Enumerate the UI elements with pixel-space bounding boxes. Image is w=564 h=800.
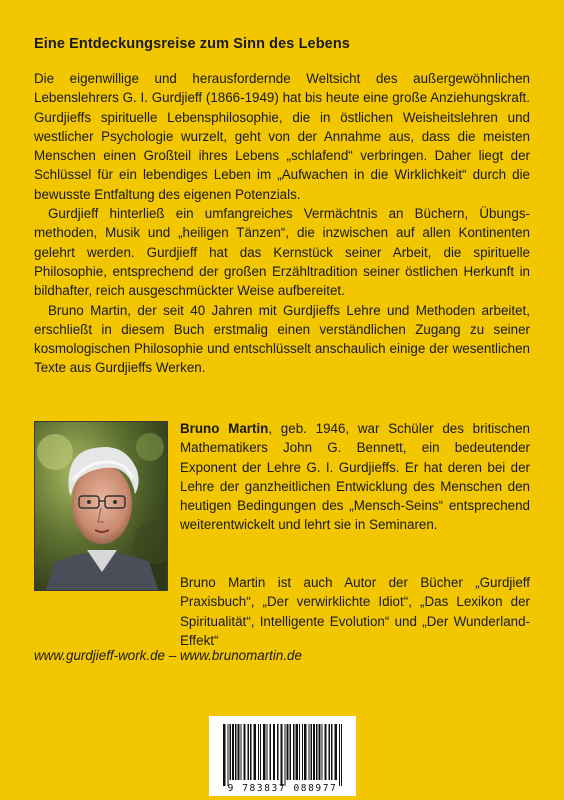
barcode-bar xyxy=(296,724,299,780)
barcode-bar xyxy=(325,724,327,780)
barcode-bar xyxy=(316,724,318,780)
paragraph-legacy: Gurdjieff hinterließ ein umfangreiches Vermächtnis an Büchern, Übungsmethoden, Musik und „heiligen Tänzen“, die inzwischen auf allen Kontinenten gelehrt werden. Gurdjieff hat das Kernstück seiner Arbeit, die spirituelle Philosophie, entsprechend der großen Erzähltradition seiner östlichen Herkunft in bildhafter, reich ausgeschmückter Weise aufbereitet. xyxy=(34,206,530,299)
barcode-bar xyxy=(263,724,266,780)
barcode-bar xyxy=(290,724,292,780)
barcode-bar xyxy=(244,724,246,780)
barcode-bar xyxy=(273,724,275,780)
author-bio-text: , geb. 1946, war Schüler des britischen Mathematikers John G. Bennett, ein bedeutender Exponent der Lehre G. I. Gurdjieffs. Er hat deren bei der Lehre der ganzheitlichen Entwicklung des Menschen den heutigen Bedingungen des „Mensch-Seins“ entsprechend weiterentwickelt und lehrt sie in Seminaren. xyxy=(180,421,530,533)
barcode-bar xyxy=(302,724,303,780)
barcode-bar xyxy=(254,724,257,780)
barcode-bar xyxy=(277,724,279,780)
barcode-bar xyxy=(285,724,286,786)
barcode-bar xyxy=(287,724,289,780)
barcode-bar xyxy=(341,724,342,786)
barcode-bar xyxy=(322,724,323,780)
barcode-bar xyxy=(223,724,226,786)
barcode-bar xyxy=(230,724,232,780)
author-bio-paragraph xyxy=(180,419,530,535)
barcode-bar xyxy=(331,724,333,780)
barcode-bar xyxy=(293,724,295,780)
barcode-bar xyxy=(299,724,300,780)
author-bio xyxy=(180,419,530,535)
isbn-number: 9 783837 088977 xyxy=(227,783,338,794)
barcode-bar xyxy=(260,724,261,780)
barcode-bar xyxy=(232,724,234,780)
description-text xyxy=(34,69,530,378)
barcode-bar xyxy=(258,724,259,780)
barcode-bar xyxy=(311,724,313,780)
author-other-books xyxy=(180,573,530,650)
barcode-bar xyxy=(319,724,321,780)
barcode-bar xyxy=(309,724,310,780)
website-links: www.gurdjieff-work.de – www.brunomartin.de xyxy=(34,648,302,663)
author-photo xyxy=(34,421,168,591)
barcode-bar xyxy=(250,724,252,780)
barcode-bar xyxy=(270,724,272,780)
back-cover-heading: Eine Entdeckungsreise zum Sinn des Lebens xyxy=(34,36,350,52)
paragraph-intro: Die eigenwillige und herausfordernde Weltsicht des außergewöhnlichen Lebenslehrers G. I. Gurdjieff (1866-1949) hat bis heute eine große Anziehungskraft. Gurdjieffs spirituelle Lebensphilosophie, die in östlichen Weisheitslehren und westlicher Psychologie wurzelt, geht von der Annahme aus, dass die meisten Menschen einen Großteil ihres Lebens „schlafend“ verbringen. Daher liegt der Schlüssel für ein lebendiges Leben im „Aufwachen in die Wirklichkeit“ durch die bewusste Entfaltung des eigenen Potenzials. xyxy=(34,71,530,202)
author-name: Bruno Martin xyxy=(180,421,269,436)
barcode-bar xyxy=(241,724,242,780)
barcode-bar xyxy=(238,724,240,780)
isbn-barcode xyxy=(209,716,356,796)
author-other-books-text: Bruno Martin ist auch Autor der Bücher „Gurdjieff Praxisbuch“, „Der verwirklichte Idiot“, „Das Lexikon der Spiritualität“, Intelligente Evolution“ und „Der Wunderland-Effekt“ xyxy=(180,575,530,648)
barcode-bar xyxy=(304,724,307,780)
barcode-bar xyxy=(335,724,338,780)
barcode-bar xyxy=(267,724,268,780)
barcode-bar xyxy=(248,724,250,780)
barcode-bar xyxy=(228,724,229,786)
barcode-bar xyxy=(313,724,315,780)
barcode-bar xyxy=(329,724,331,780)
barcode-bar xyxy=(339,724,340,786)
author-portrait-image xyxy=(35,422,168,591)
barcode-bar xyxy=(235,724,237,780)
paragraph-author-book: Bruno Martin, der seit 40 Jahren mit Gurdjieffs Lehre und Methoden arbeitet, erschließt in diesem Buch erstmalig einen verständlichen Zugang zu seiner kosmologischen Philosophie und entschlüsselt anschaulich einige der wesentlichen Texte aus Gurdjieffs Werken. xyxy=(34,302,530,376)
barcode-bar xyxy=(281,724,283,786)
